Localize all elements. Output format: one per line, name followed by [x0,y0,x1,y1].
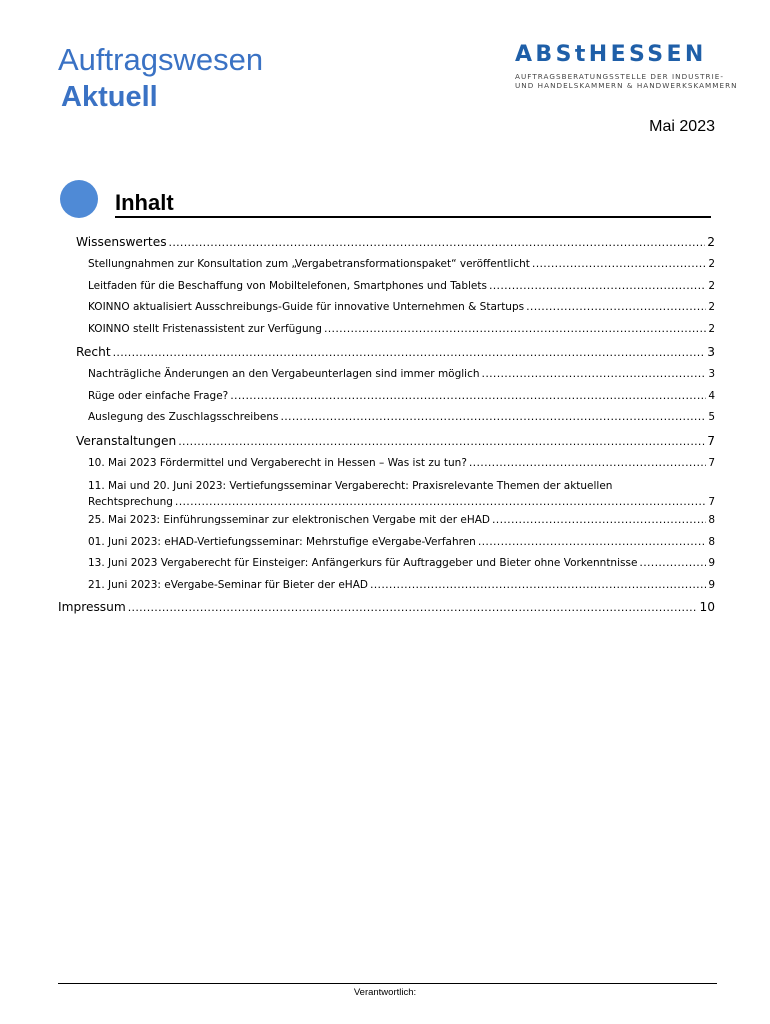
toc-item[interactable] [88,577,715,599]
leader-dots [169,236,706,249]
toc-item[interactable] [88,299,715,321]
toc-page-number: 2 [708,322,715,335]
leader-dots [489,279,706,292]
toc-item-label: KOINNO stellt Fristenassistent zur Verfügung [88,322,322,335]
toc-section-impressum[interactable] [58,598,715,622]
document-subtitle: Aktuell [61,81,158,113]
leader-dots [175,494,706,510]
toc-item-label: 11. Mai und 20. Juni 2023: Vertiefungsseminar Vergaberecht: Praxisrelevante Themen der aktuellen [88,480,613,492]
toc-item-label: Leitfaden für die Beschaffung von Mobiltelefonen, Smartphones und Tablets [88,279,487,292]
toc-section-wissenswertes[interactable] [76,232,715,256]
toc-item-wrapped[interactable] [88,476,715,512]
toc-item-label: 25. Mai 2023: Einführungsseminar zur elektronischen Vergabe mit der eHAD [88,514,490,526]
toc-item-label: 01. Juni 2023: eHAD-Vertiefungsseminar: Mehrstufige eVergabe-Verfahren [88,535,476,548]
toc-page-number: 2 [708,279,715,292]
toc-page-number: 2 [708,301,715,313]
document-title: Auftragswesen [58,42,264,77]
footer-divider [58,983,717,984]
toc-item[interactable] [88,388,715,410]
toc-page-number: 9 [708,578,715,591]
logo-tagline-2: UND HANDELSKAMMERN & HANDWERKSKAMMERN [515,81,738,90]
toc-item-continuation [88,494,715,512]
logo-wordmark: ABStHESSEN [515,42,707,67]
leader-dots [324,322,706,335]
leader-dots [230,389,706,402]
leader-dots [492,513,706,526]
logo-tagline-1: AUFTRAGSBERATUNGSSTELLE DER INDUSTRIE- [515,72,724,81]
heading-dot-icon [60,180,98,218]
toc-section-label: Impressum [58,600,126,614]
toc-item-label: Rüge oder einfache Frage? [88,389,229,402]
toc-page-number: 5 [708,411,715,423]
abst-hessen-logo [515,42,738,90]
toc-section-recht[interactable] [76,342,715,366]
toc-item[interactable] [88,455,715,477]
toc-item-label: KOINNO aktualisiert Ausschreibungs-Guide für innovative Unternehmen & Startups [88,301,525,313]
toc-item-label: Nachträgliche Änderungen an den Vergabeunterlagen sind immer möglich [88,368,480,380]
toc-item[interactable] [88,409,715,431]
leader-dots [113,346,706,359]
leader-dots [178,435,705,448]
toc-page-number: 2 [707,235,715,249]
leader-dots [128,601,698,614]
toc-item-label: Stellungnahmen zur Konsultation zum „Vergabetransformationspaket“ veröffentlicht [88,258,530,270]
toc-item-label-cont: Rechtsprechung [88,496,173,508]
toc-page-number: 8 [708,535,715,548]
leader-dots [280,410,706,423]
toc-item[interactable] [88,555,715,577]
toc-section-veranstaltungen[interactable] [76,431,715,455]
issue-date: Mai 2023 [649,118,715,135]
toc-item[interactable] [88,534,715,556]
leader-dots [370,578,706,591]
toc-heading: Inhalt [115,191,711,218]
toc-page-number: 7 [707,433,715,448]
leader-dots [478,535,707,548]
toc-item[interactable] [88,256,715,278]
toc-page-number: 3 [708,368,715,380]
toc-section-label: Wissenswertes [76,235,167,249]
toc-item[interactable] [88,278,715,300]
toc-page-number: 2 [708,258,715,270]
toc-page-number: 7 [708,456,715,469]
toc-item-label: 21. Juni 2023: eVergabe-Seminar für Bieter der eHAD [88,578,368,591]
toc-page-number: 9 [708,557,715,569]
toc-item-label: Auslegung des Zuschlagsschreibens [88,411,279,423]
leader-dots [639,556,706,569]
toc-section-label: Recht [76,345,111,359]
toc-page-number: 4 [708,389,715,402]
footer-responsible: Verantwortlich: [353,987,417,998]
toc-item[interactable] [88,512,715,534]
toc-page-number: 10 [699,600,715,614]
toc-item[interactable] [88,321,715,343]
toc-item-label: 13. Juni 2023 Vergaberecht für Einsteiger: Anfängerkurs für Auftraggeber und Bieter ohne Vorkenntnisse [88,557,638,569]
toc-section-label: Veranstaltungen [76,433,177,448]
leader-dots [482,367,707,380]
toc-page-number: 7 [708,496,715,508]
toc-page-number: 8 [708,514,715,526]
leader-dots [532,257,706,270]
leader-dots [469,456,706,469]
toc-item-label: 10. Mai 2023 Fördermittel und Vergaberecht in Hessen – Was ist zu tun? [88,456,467,469]
toc-page-number: 3 [707,345,715,359]
table-of-contents [58,232,715,622]
toc-item[interactable] [88,366,715,388]
leader-dots [526,300,706,313]
